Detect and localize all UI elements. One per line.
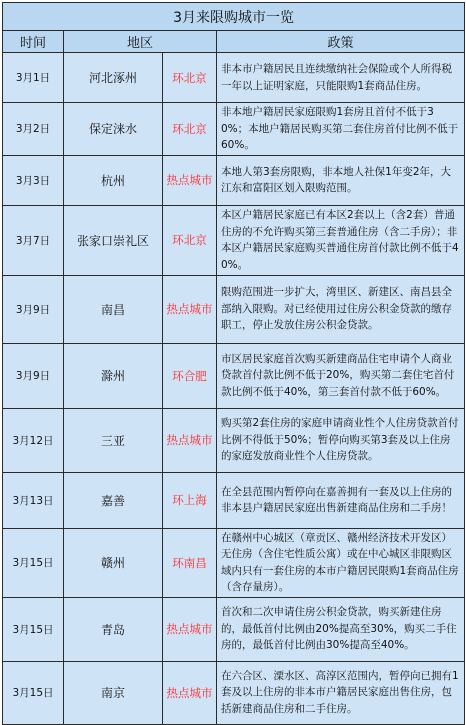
- row-tag: 热点城市: [163, 155, 217, 205]
- row-tag: 环北京: [163, 53, 217, 103]
- row-date: 3月12日: [3, 408, 64, 472]
- row-city: 南昌: [64, 275, 163, 343]
- header-region: 地区: [64, 31, 217, 53]
- row-city: 河北涿州: [64, 53, 163, 103]
- row-date: 3月1日: [3, 53, 64, 103]
- row-city: 保定涞水: [64, 103, 163, 156]
- row-city: 嘉善: [64, 472, 163, 528]
- row-policy: 本地人第3套房限购，非本地人社保1年变2年，大江东和富阳区划入限购范围。: [217, 155, 465, 205]
- table-title: 3月来限购城市一览: [3, 3, 465, 31]
- row-tag: 环南昌: [163, 528, 217, 597]
- row-policy: 首次和二次申请住房公积金贷款，购买新建住房的，最低首付比例由20%提高至30%，购买二手住房的，最低首付比例由30%提高至40%。: [217, 597, 465, 661]
- table-row: [3, 661, 465, 724]
- row-date: 3月7日: [3, 205, 64, 275]
- row-policy: 在全县范围内暂停向在嘉善拥有一套及以上住房的非本县户籍居民家庭出售新建商品住房和二手房！: [217, 472, 465, 528]
- restriction-table: [2, 2, 465, 725]
- table-row: [3, 343, 465, 408]
- row-city: 赣州: [64, 528, 163, 597]
- row-date: 3月13日: [3, 472, 64, 528]
- row-tag: 环北京: [163, 103, 217, 156]
- table-row: [3, 597, 465, 661]
- row-date: 3月15日: [3, 661, 64, 724]
- row-tag: 热点城市: [163, 597, 217, 661]
- row-city: 三亚: [64, 408, 163, 472]
- row-city: 青岛: [64, 597, 163, 661]
- row-city: 滁州: [64, 343, 163, 408]
- table-row: [3, 528, 465, 597]
- row-date: 3月15日: [3, 528, 64, 597]
- row-date: 3月2日: [3, 103, 64, 156]
- header-policy: 政策: [217, 31, 465, 53]
- row-date: 3月15日: [3, 597, 64, 661]
- row-policy: 购买第2套住房的家庭申请商业性个人住房贷款首付比例不得低于50%；暂停向购买第3套及以上住房的家庭发放商业性个人住房贷款。: [217, 408, 465, 472]
- row-city: 张家口崇礼区: [64, 205, 163, 275]
- row-policy: 本区户籍居民家庭已有本区2套以上（含2套）普通住房的不允许购买第三套普通住房（含二手房）；非本区户籍居民家庭购买普通住房首付款比例不低于40%。: [217, 205, 465, 275]
- table-row: [3, 155, 465, 205]
- row-tag: 热点城市: [163, 661, 217, 724]
- policy-table-wrapper: [2, 2, 464, 725]
- table-row: [3, 472, 465, 528]
- table-row: [3, 408, 465, 472]
- row-tag: 环合肥: [163, 343, 217, 408]
- row-tag: 热点城市: [163, 275, 217, 343]
- table-row: [3, 53, 465, 103]
- row-policy: 在赣州中心城区（章贡区、赣州经济技术开发区）无住房（含住宅性质公寓）或在中心城区非限购区域内只有一套住房的本市户籍居民限购1套商品住房（含存量房）。: [217, 528, 465, 597]
- row-tag: 环北京: [163, 205, 217, 275]
- header-row: [3, 31, 465, 53]
- row-policy: 非本地户籍居民家庭限购1套房且首付不低于30%；本地户籍居民购买第二套住房首付比例不低于60%。: [217, 103, 465, 156]
- row-city: 杭州: [64, 155, 163, 205]
- row-policy: 限购范围进一步扩大，湾里区、新建区、南昌县全部纳入限购。对已经使用过住房公积金贷款的缴存职工，停止发放住房公积金贷款。: [217, 275, 465, 343]
- row-tag: 热点城市: [163, 408, 217, 472]
- row-date: 3月9日: [3, 275, 64, 343]
- row-policy: 市区居民家庭首次购买新建商品住宅申请个人商业贷款首付款比例不低于20%，购买第二套住宅首付款比例不低于40%，第三套首付款不低于60%。: [217, 343, 465, 408]
- table-row: [3, 103, 465, 156]
- row-date: 3月9日: [3, 343, 64, 408]
- row-date: 3月3日: [3, 155, 64, 205]
- row-tag: 环上海: [163, 472, 217, 528]
- header-time: 时间: [3, 31, 64, 53]
- row-policy: 在六合区、溧水区、高淳区范围内，暂停向已拥有1套及以上住房的非本市户籍居民家庭出售住房，包括新建商品住房和二手住房。: [217, 661, 465, 724]
- row-city: 南京: [64, 661, 163, 724]
- table-row: [3, 205, 465, 275]
- table-row: [3, 275, 465, 343]
- row-policy: 非本市户籍居民且连续缴纳社会保险或个人所得税一年以上证明家庭，只能限购1套商品住房。: [217, 53, 465, 103]
